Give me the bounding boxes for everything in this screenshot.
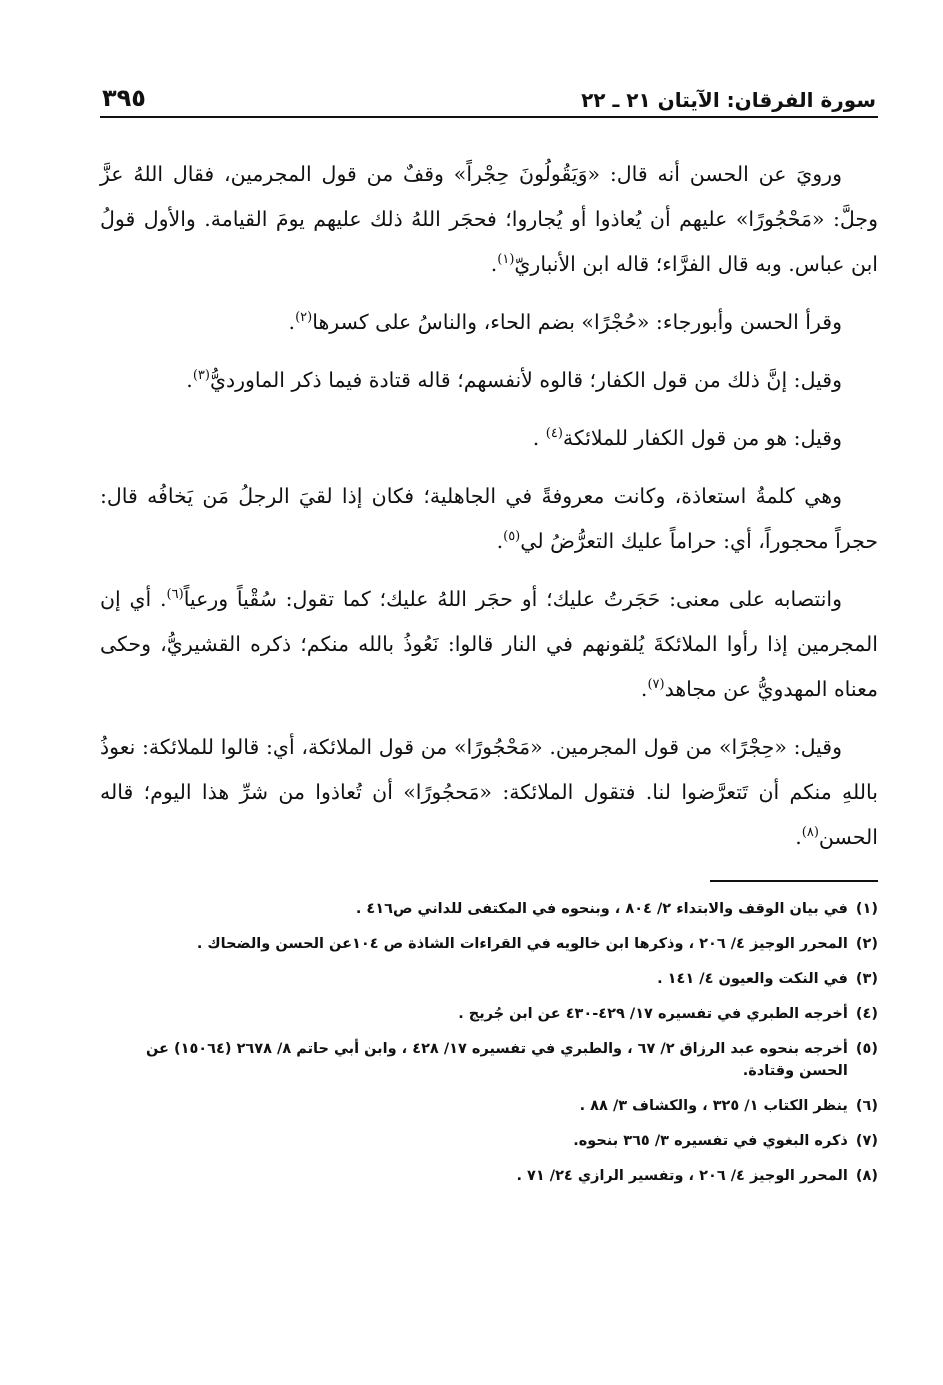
paragraph: وقيل: هو من قول الكفار للملائكة$^{(٤)}$ . [532,426,842,450]
footnote: (٢) المحرر الوجيز ٤/ ٢٠٦ ، وذكرها ابن خالويه في القراءات الشاذة ص ١٠٤عن الحسن والضحاك . [196,936,878,952]
paragraph: ورويَ عن الحسن أنه قال: «وَيَقُولُونَ حِجْراً» وقفٌ من قول المجرمين، فقال اللهُ عزَّ وجلَّ: «مَحْجُورًا» عليهم أن يُعاذوا أو يُجاروا؛ فحجَر اللهُ ذلك عليهم يومَ القيامة. والأول قولُ ابن عباس. وبه قال الفرَّاء؛ قاله ابن الأنباريّ$^{(١)}$. [100,162,878,276]
footnote-ref: (٢) [295,310,313,326]
footnote: (٦) ينظر الكتاب ١/ ٣٢٥ ، والكشاف ٣/ ٨٨ . [579,1098,878,1114]
paragraph: وقيل: إنَّ ذلك من قول الكفار؛ قالوه لأنفسهم؛ قاله قتادة فيما ذكر الماورديُّ$^{(٣)}$. [186,368,842,392]
main-text [100,152,878,860]
footnote: (٣) في النكت والعيون ٤/ ١٤١ . [657,971,878,987]
paragraph: وانتصابه على معنى: حَجَرتُ عليك؛ أو حجَر اللهُ عليك؛ كما تقول: سُقْياً ورعياً$^{(٦)}$. أي إن المجرمين إذا رأوا الملائكةَ يُلقونهم في النار قالوا: نَعُوذُ بالله منكم؛ ذكره القشيريُّ، وحكى معناه المهدويُّ عن مجاهد$^{(٧)}$. [100,587,878,701]
running-header [100,84,878,118]
footnote-ref: (١) [497,252,515,268]
footnote-ref: (٦) [166,587,184,603]
footnote-separator [710,880,878,882]
footnote-ref: (٨) [801,825,819,841]
footnote-ref: (٥) [503,529,521,545]
page-number: ٣٩٥ [102,84,146,112]
footnotes [100,898,878,1187]
footnote-ref: (٧) [647,677,665,693]
footnote: (٨) المحرر الوجيز ٤/ ٢٠٦ ، وتفسير الرازي ٢٤/ ٧١ . [516,1168,878,1184]
footnote-ref: (٣) [192,368,210,384]
book-page [100,84,878,1354]
footnote: (٤) أخرجه الطبري في تفسيره ١٧/ ٤٢٩-٤٣٠ عن ابن جُريج . [458,1006,878,1022]
paragraph: وقرأ الحسن وأبورجاء: «حُجْرًا» بضم الحاء، والناسُ على كسرها$^{(٢)}$. [288,310,842,334]
paragraph: وهي كلمةُ استعاذة، وكانت معروفةً في الجاهلية؛ فكان إذا لقيَ الرجلُ مَن يَخافُه قال: حجراً محجوراً، أي: حراماً عليك التعرُّضُ لي$^{(٥)}$. [100,484,878,553]
footnote-ref: (٤) [545,426,563,442]
running-title: سورة الفرقان: الآيتان ٢١ ـ ٢٢ [581,88,876,112]
paragraph: وقيل: «حِجْرًا» من قول المجرمين. «مَحْجُورًا» من قول الملائكة، أي: قالوا للملائكة: نعوذُ باللهِ منكم أن تَتعرَّضوا لنا. فتقول الملائكة: «مَحجُورًا» أن تُعاذوا من شرِّ هذا اليوم؛ قاله الحسن$^{(٨)}$. [100,735,878,849]
footnote: (٥) أخرجه بنحوه عبد الرزاق ٢/ ٦٧ ، والطبري في تفسيره ١٧/ ٤٢٨ ، وابن أبي حاتم ٨/ ٢٦٧٨ (١٥٠٦٤) عن الحسن وقتادة. [145,1041,878,1079]
footnote: (١) في بيان الوقف والابتداء ٢/ ٨٠٤ ، وبنحوه في المكتفى للداني ص٤١٦ . [355,901,878,917]
footnote: (٧) ذكره البغوي في تفسيره ٣/ ٣٦٥ بنحوه. [573,1133,878,1149]
